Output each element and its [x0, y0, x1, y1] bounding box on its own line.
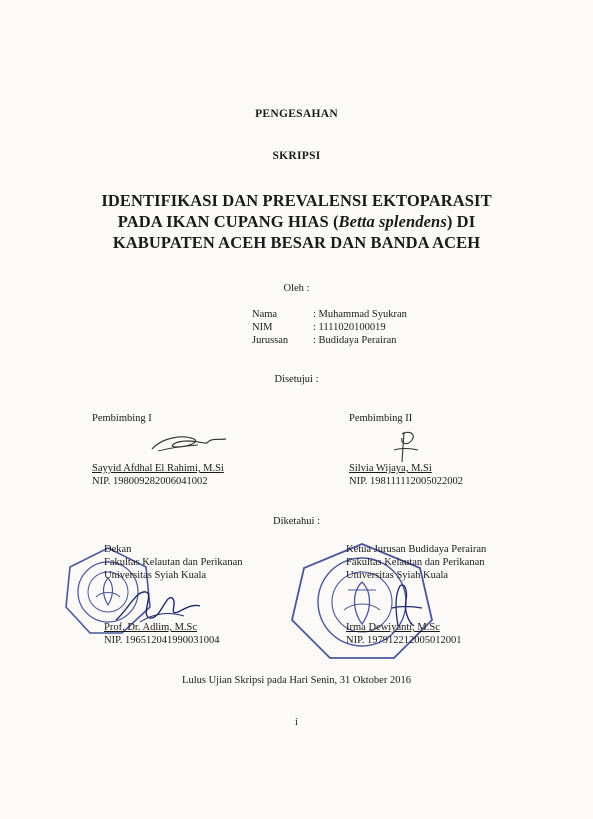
identity-label-department: Jurussan: [252, 335, 289, 346]
dean-line-2: Fakultas Kelautan dan Perikanan: [104, 557, 243, 568]
supervisor2-signature: [388, 428, 424, 464]
supervisor2-role: Pembimbing II: [349, 413, 413, 424]
supervisor2-nip: NIP. 198111112005022002: [349, 476, 463, 487]
identity-value-nim: : 1111020100019: [313, 322, 386, 333]
heading: PENGESAHAN: [255, 108, 338, 120]
title-line-1: IDENTIFIKASI DAN PREVALENSI EKTOPARASIT: [101, 191, 492, 210]
dean-name: Prof. Dr. Adlim, M.Sc: [104, 622, 198, 633]
species-name: Betta splendens: [338, 212, 447, 231]
supervisor1-name: Sayyid Afdhal El Rahimi, M.Si: [92, 463, 224, 474]
supervisor1-signature: [148, 430, 228, 456]
head-name: Irma Dewiyanti, M.Sc: [346, 622, 440, 633]
approved-label: Disetujui :: [274, 374, 319, 385]
dean-line-1: Dekan: [104, 544, 132, 555]
document-type: SKRIPSI: [272, 150, 321, 162]
head-line-2: Fakultas Kelautan dan Perikanan: [346, 557, 485, 568]
head-line-1: Ketua Jurusan Budidaya Perairan: [346, 544, 487, 555]
identity-value-department: : Budidaya Perairan: [313, 335, 397, 346]
dean-line-3: Universitas Syiah Kuala: [104, 570, 207, 581]
head-nip: NIP. 197912212005012001: [346, 635, 462, 646]
supervisor2-name: Silvia Wijaya, M.Si: [349, 463, 432, 474]
title-line-2: PADA IKAN CUPANG HIAS (Betta splendens) DI: [117, 212, 476, 231]
title-line-3: KABUPATEN ACEH BESAR DAN BANDA ACEH: [112, 233, 481, 252]
dean-nip: NIP. 196512041990031004: [104, 635, 220, 646]
exam-passed-date: Lulus Ujian Skripsi pada Hari Senin, 31 Oktober 2016: [182, 675, 411, 686]
known-label: Diketahui :: [273, 516, 320, 527]
identity-label-nim: NIM: [252, 322, 273, 333]
identity-value-name: : Muhammad Syukran: [313, 309, 407, 320]
head-line-3: Universitas Syiah Kuala: [346, 570, 449, 581]
by-label: Oleh :: [283, 283, 310, 294]
supervisor1-nip: NIP. 198009282006041002: [92, 476, 208, 487]
identity-label-name: Nama: [252, 309, 278, 320]
page-number: i: [295, 717, 298, 728]
supervisor1-role: Pembimbing I: [92, 413, 152, 424]
